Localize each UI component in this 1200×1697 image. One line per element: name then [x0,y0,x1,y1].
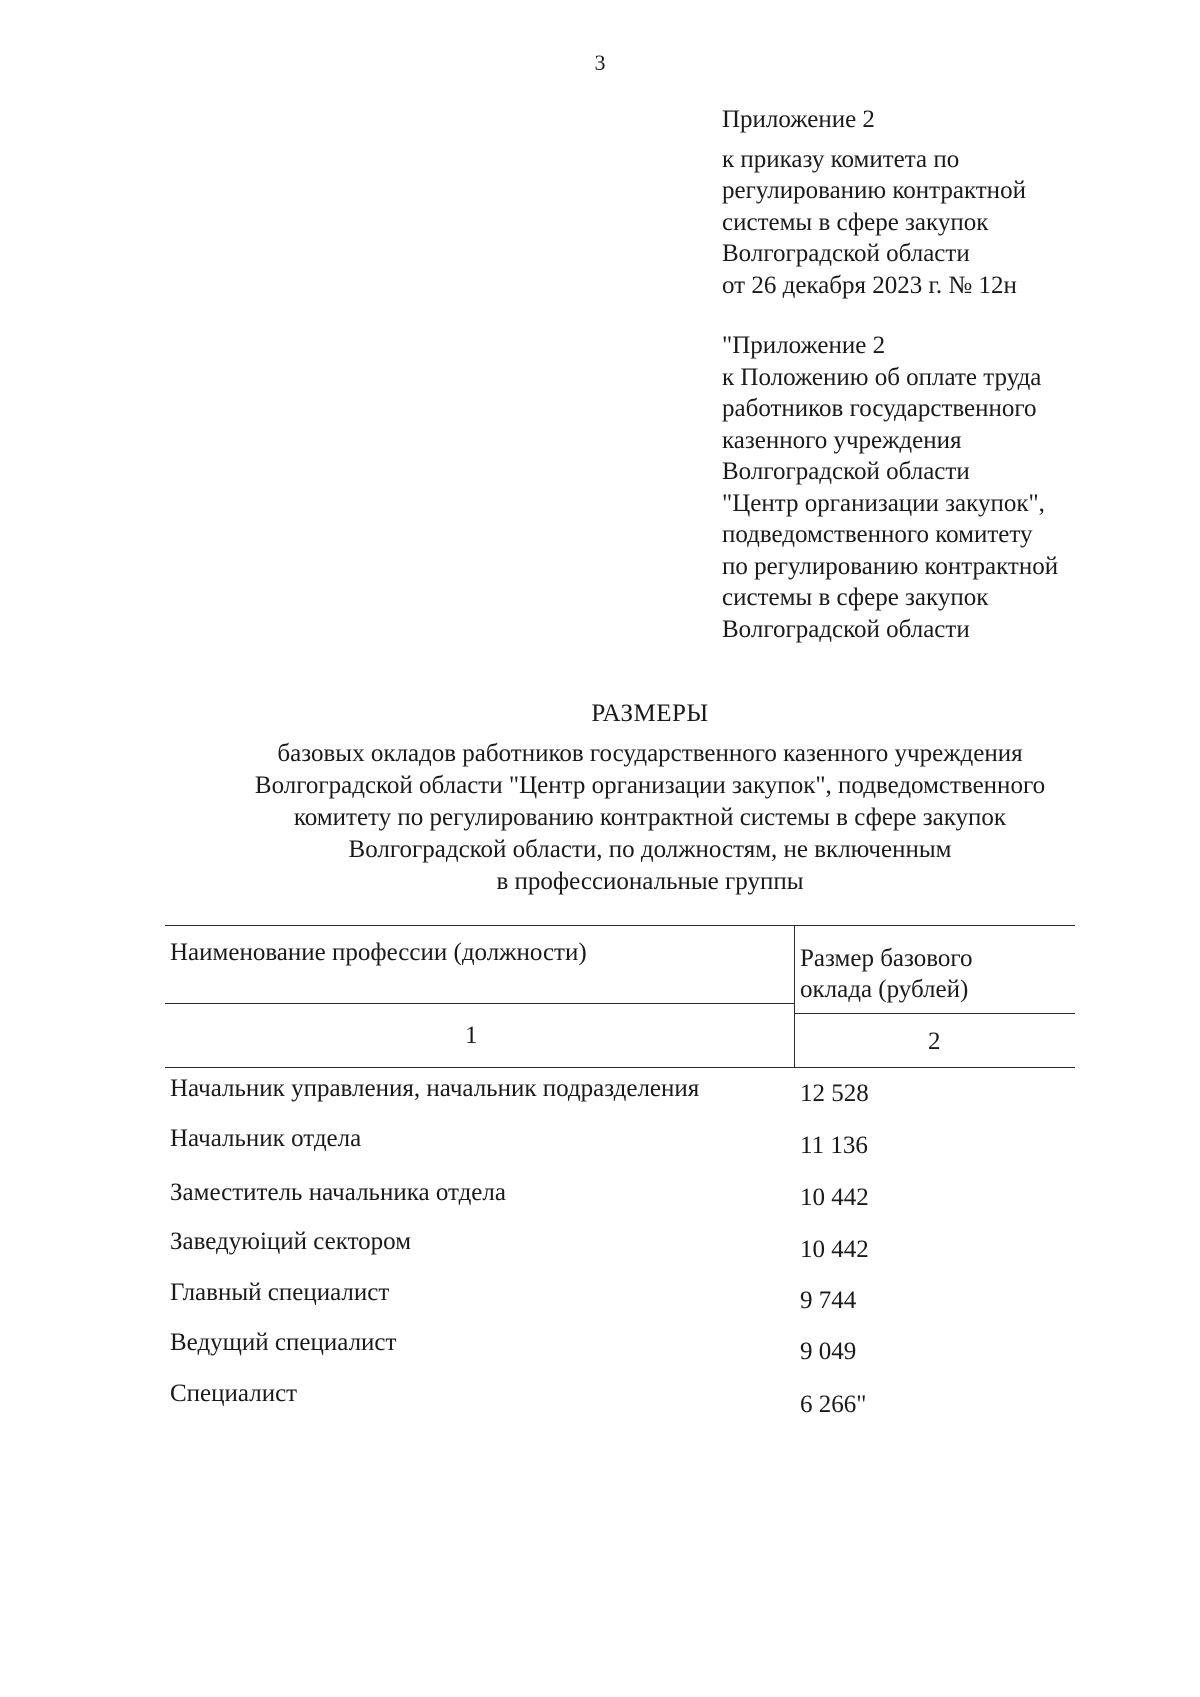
table-header-rule-right [795,1013,1075,1014]
table-row-name: Начальник управления, начальник подразделения [170,1075,700,1102]
appendix-regulation-line: Волгоградской области [722,458,970,485]
header-name: Наименование профессии (должности) [170,939,587,966]
column-number-2: 2 [928,1028,941,1055]
table-row-salary: 10 442 [800,1184,869,1211]
page-number: 3 [594,50,606,75]
table-row-name: Заведуюіций сектором [170,1228,412,1255]
document-title: РАЗМЕРЫ [591,700,709,727]
table-row-salary: 12 528 [800,1080,869,1107]
appendix-order-line: системы в сфере закупок [722,208,989,236]
appendix-regulation-line: подведомственного комитету [722,521,1033,548]
table-row-salary: 9 049 [800,1338,857,1365]
table-number-rule [165,1067,1075,1068]
table-header-rule-left [165,1003,795,1004]
appendix-regulation-line: работников государственного [722,395,1037,422]
table-top-rule [165,925,1075,926]
appendix-order-reference [722,104,1162,301]
appendix-regulation-line: к Положению об оплате труда [722,363,1042,391]
table-row-name: Заместитель начальника отдела [170,1179,506,1206]
appendix-regulation-line: казенного учреждения [722,426,962,454]
header-salary-line2: оклада (рублей) [800,976,969,1003]
appendix-regulation-reference [722,330,1162,645]
appendix-order-line: к приказу комитета по [722,145,960,173]
appendix-regulation-line: системы в сфере закупок [722,584,989,611]
appendix-order-line: регулированию контрактной [722,177,1026,204]
table-row-salary: 9 744 [800,1287,857,1314]
appendix-order-line: от 26 декабря 2023 г. № 12н [722,271,1017,299]
table-row-salary: 10 442 [800,1236,869,1263]
table-row-name: Ведущий специалист [170,1329,397,1356]
table-row-name: Начальник отдела [170,1125,362,1152]
appendix-regulation-line: Волгоградской области [722,615,970,643]
table-column-divider [794,925,795,1067]
column-number-1: 1 [465,1022,478,1049]
subtitle-line: Волгоградской области, по должностям, не включенным [348,836,952,863]
table-row-salary: 6 266" [800,1391,867,1418]
subtitle-line: в профессиональные группы [496,868,804,895]
document-subtitle [0,738,1200,898]
appendix-regulation-line: "Приложение 2 [722,332,886,359]
subtitle-line: комитету по регулированию контрактной системы в сфере закупок [293,804,1007,831]
appendix-order-line: Приложение 2 [722,106,875,133]
table-row-name: Главный специалист [170,1279,390,1306]
appendix-regulation-line: по регулированию контрактной [722,552,1059,580]
appendix-order-line: Волгоградской области [722,240,970,267]
table-row-name: Специалист [170,1380,298,1407]
subtitle-line: Волгоградской области "Центр организации закупок", подведомственного [254,772,1046,799]
table-row-salary: 11 136 [800,1132,868,1159]
appendix-regulation-line: "Центр организации закупок", [722,489,1045,517]
subtitle-line: базовых окладов работников государственного казенного учреждения [277,740,1023,767]
header-salary-line1: Размер базового [800,945,973,972]
